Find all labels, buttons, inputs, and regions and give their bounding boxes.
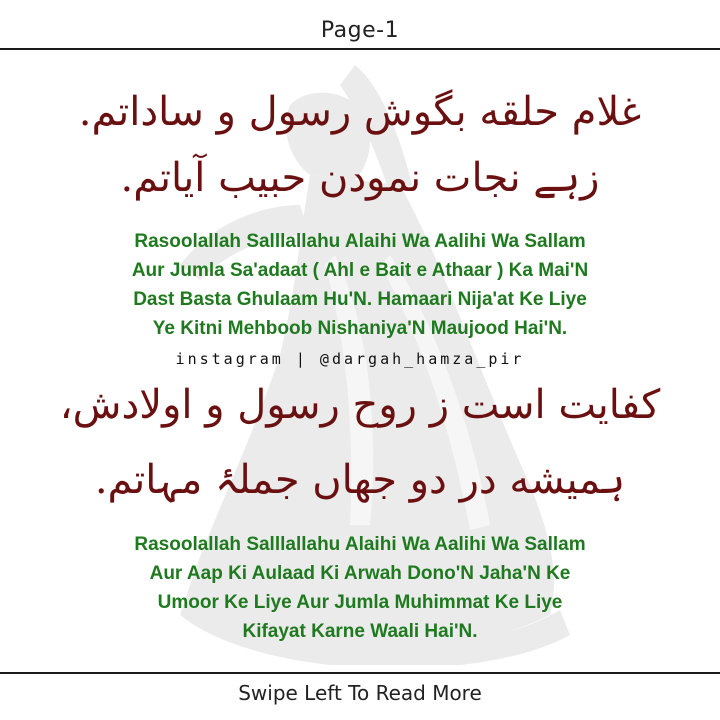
translation-line: Rasoolallah Salllallahu Alaihi Wa Aalihi Wa Sallam [134,534,586,555]
swipe-prompt: Swipe Left To Read More [238,681,482,705]
translation-line: Ye Kitni Mehboob Nishaniya'N Maujood Hai'N. [152,318,568,339]
urdu-verse-line-1: غلام حلقه بگوش رسول و ساداتم. [78,89,642,135]
urdu-verse-line-4: ہمیشه در دو جهاں جملۂ مہاتم. [94,457,626,503]
instagram-handle: instagram | @dargah_hamza_pir [175,350,525,368]
translation-block-2 [0,530,720,646]
translation-line: Rasoolallah Salllallahu Alaihi Wa Aalihi Wa Sallam [134,231,586,252]
top-divider [0,48,720,50]
page-label: Page-1 [320,18,400,43]
translation-line: Aur Jumla Sa'adaat ( Ahl e Bait e Athaar ) Ka Mai'N [131,260,589,281]
translation-line: Dast Basta Ghulaam Hu'N. Hamaari Nija'at Ke Liye [133,289,587,310]
translation-line: Kifayat Karne Waali Hai'N. [242,621,478,642]
bottom-divider [0,672,720,674]
urdu-verse-line-3: کفایت است ز روح رسول و اولادش، [59,382,661,428]
translation-block-1 [0,227,720,343]
translation-line: Aur Aap Ki Aulaad Ki Arwah Dono'N Jaha'N Ke [149,563,571,584]
translation-line: Umoor Ke Liye Aur Jumla Muhimmat Ke Liye [157,592,563,613]
urdu-verse-line-2: زہے نجات نمودن حبیب آیاتم. [120,155,600,201]
